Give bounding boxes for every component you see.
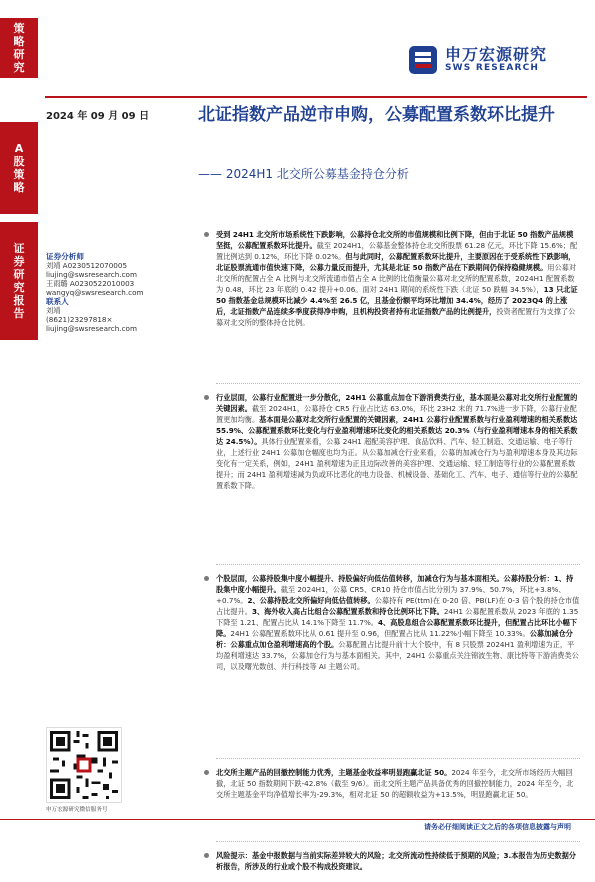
tab-char: 券: [13, 255, 25, 268]
bullet-text: 24H1 公募配置系数从 2023 年底的 1.35 下降至 1.21、配置占比从 14.1%下降至 11.7%。: [216, 607, 579, 627]
sws-logo-icon: [407, 44, 439, 76]
summary-bullet-risk: [204, 850, 580, 874]
bullet-text: 截至 2024H1，公募持仓 CR5 行业占比达 63.0%，环比 23H2 末的 71.7%进一步下降，公募行业配置更加均衡。: [216, 404, 577, 424]
sidebar-tab-securities-report: [0, 222, 38, 340]
tab-char: 证: [13, 242, 25, 255]
report-title: 北证指数产品逆市申购，公募配置系数环比提升: [198, 105, 555, 125]
tab-char: 略: [13, 35, 25, 48]
bullet-divider: [216, 383, 580, 384]
tab-char: 略: [13, 181, 25, 194]
analyst-block: [46, 252, 196, 333]
bullet-lead: 3、海外收入高占比组合公募配置系数和持仓比例环比下降。: [251, 607, 444, 616]
bullet-lead: 个股层面，公募持股集中度小幅提升、持股偏好向低估值转移，加减仓行为与基本面相关。公募持股分析：1、持股集中度小幅提升。: [216, 574, 574, 594]
report-subtitle: —— 2024H1 北交所公募基金持仓分析: [198, 167, 409, 181]
report-summary: [204, 229, 580, 882]
bullet-lead: 但与此同时，公募配置系数环比提升，主要原因在于受系统性下跌影响，北证股票流通市值快速下降，公募力量反而提升，尤其是北证 50 指数产品在下跌期间仍保持稳健规模。: [216, 252, 576, 272]
sws-logo: [407, 38, 577, 82]
sidebar-tab-strategy-research: [0, 18, 38, 78]
sidebar-tab-a-share-strategy: [0, 122, 38, 214]
qr-caption: 申万宏源研究微信服务号: [46, 807, 108, 813]
analyst-line: 刘靖 A0230512070005: [46, 261, 128, 270]
bullet-text: 截至 2024H1，公募基金整体持仓北交所股票 61.28 亿元，环比下降 15.6%；配置比例达到 0.12%，环比下降 0.02%。: [216, 241, 578, 261]
bullet-lead: 受到 24H1 北交所市场系统性下跌影响，公募持仓北交所的市值规模和比例下降，但由于北证 50 指数产品规模坚挺，公募配置系数环比提升。: [216, 230, 574, 250]
tab-char: 研: [13, 48, 25, 61]
contact-phone: (8621)23297818×: [46, 315, 113, 324]
contact-email: liujing@swsresearch.com: [46, 324, 137, 333]
tab-char: 告: [13, 307, 25, 320]
bullet-lead: 4、高股息组合公募配置系数环比提升，但配置占比环比小幅下降。: [216, 618, 578, 638]
bullet-lead: 风险提示：: [216, 851, 252, 860]
bullet-lead: 行业层面，公募行业配置进一步分散化，24H1 公募重点加仓下游消费类行业，基本面是公募对北交所行业配置的关键因素。: [216, 393, 578, 413]
tab-char: 研: [13, 268, 25, 281]
bullet-text: 用公募对北交所的配置占全 A 比例与北交所流通市值占全 A 比例的比值衡量公募对北交所的配置系数，2024H1 配置系数为 0.48，环比 23 年底的 0.42 提升+0.06。面对 24H1 期间的系统性下跌（北证 50 跌幅 34.5%），: [216, 263, 577, 294]
disclaimer-note: 请务必仔细阅读正文之后的各项信息披露与声明: [424, 823, 571, 831]
tab-char: A: [14, 142, 24, 155]
bullet-text: 公募持有 PE(ttm)在 0-20 倍、PB(LF)在 0-3 倍个股的持仓市值占比提升。: [216, 596, 580, 616]
contact-heading: 联系人: [46, 297, 69, 306]
bullet-lead: 2、公募持股北交所偏好向低估值转移。: [247, 596, 375, 605]
bullet-text: 基金中报数据与当前实际差异较大的风险；北交所流动性持续低于预期的风险；3.本报告为历史数据分析报告，所涉及的行业或个股不构成投资建议。: [216, 851, 576, 871]
wechat-qr-code: [46, 727, 122, 803]
analyst-email: wangyq@swsresearch.com: [46, 288, 144, 297]
bullet-divider: [216, 564, 580, 565]
bullet-text: 24H1 公募配置系数环比从 0.61 提升至 0.96，但配置占比从 11.22%小幅下降至 10.33%。: [230, 629, 530, 638]
bullet-text: 截至 2024H1，公募 CR5、CR10 持仓市值占比分别为 37.9%、50.7%，环比+3.8%、+0.7%。: [216, 585, 566, 605]
tab-char: 究: [13, 281, 25, 294]
bullet-lead: 13 只北证 50 指数基金总规模环比减少 4.4%至 26.5 亿，且基金份额平均环比增加 34.4%，经历了 2023Q4 的上涨后，北证指数产品连续多季度获得净申购，且机构投资者持有北证指数产品的比例提升，: [216, 285, 578, 316]
bullet-lead: 公募加减仓分析：公募重点加仓盈利增速高的个股。: [216, 629, 573, 649]
summary-bullet-stock: [204, 573, 580, 750]
bullet-lead: 北交所主题产品的回撤控制能力优秀，主题基金收益率明显跑赢北证 50。: [216, 768, 452, 777]
tab-char: 股: [13, 155, 25, 168]
bullet-text: 2024 年至今，北交所市场经历大幅回撤，北证 50 指数期间下跌-42.8%（截至 9/6）。而北交所主题产品具备优秀的回撤控制能力，2024 年至今，北交所主题基金平均净值增长率为-29.3%，相对北证 50 的超额收益为+13.5%，明显跑赢北证 50。: [216, 768, 574, 799]
summary-bullet-industry: [204, 392, 580, 556]
bullet-text: 公募配置占比提升前十大个股中，有 8 只股票 2024H1 盈利增速为正，平均盈利增速达 33.7%，公募加仓行为与基本面相关。其中，24H1 公募重点关注锦波生物、康比特等下游消费类公司，以及曙光数创、并行科技等 AI 主题公司。: [216, 640, 579, 671]
contact-line: 刘靖: [46, 306, 61, 315]
report-date: 2024 年 09 月 09 日: [46, 111, 150, 122]
analyst-email: liujing@swsresearch.com: [46, 270, 137, 279]
bullet-divider: [216, 841, 580, 842]
tab-char: 报: [13, 294, 25, 307]
analyst-line: 王雨璐 A0230522010003: [46, 279, 135, 288]
bullet-text: 投资者配置行为支撑了公募对北交所的整体持仓比例。: [216, 307, 576, 327]
logo-name-en: SWS RESEARCH: [445, 63, 540, 73]
summary-bullet-fund-allocation: [204, 229, 580, 375]
tab-char: 究: [13, 61, 25, 74]
bullet-lead: 基本面是公募对北交所行业配置的关键因素，24H1 公募行业配置系数与行业盈利增速的相关系数达 55.9%、公募配置系数环比变化与行业盈利增速环比变化的相关系数达 20.3%（与行业盈利增速本身的相关系数达 24.5%）。: [216, 415, 578, 446]
tab-char: 策: [13, 168, 25, 181]
tab-char: 策: [13, 22, 25, 35]
bullet-divider: [216, 758, 580, 759]
footer-divider: [0, 819, 595, 820]
logo-name-cn: 申万宏源研究: [445, 45, 548, 64]
bullet-text: 具体行业配置来看，公募 24H1 超配美容护理、食品饮料、汽车、轻工制造、交通运输、电子等行业，上述行业 24H1 公募加仓幅度也均为正。从公募加减仓行业来看，公募的加减仓行为与盈利增速本身及其边际变化有一定关系，例如，24H1 盈利增速为正且边际改善的美容护理、交通运输、轻工制造等行业的公募配置系数提升；而 24H1 盈利增速减为负或环比恶化的电力设备、机械设备、基础化工、汽车、电子、通信等行业的公募配置系数下降。: [216, 437, 578, 490]
header-divider: [45, 96, 587, 98]
analyst-heading: 证券分析师: [46, 252, 84, 261]
